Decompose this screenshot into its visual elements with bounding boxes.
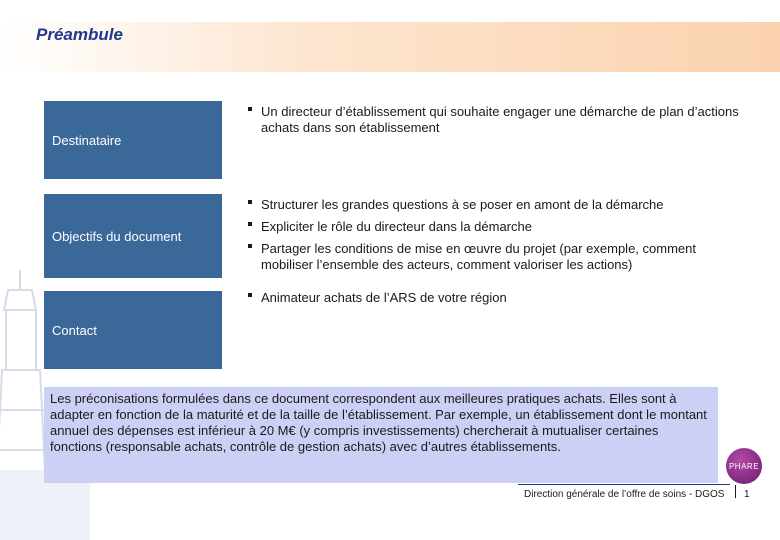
bullet-item: Expliciter le rôle du directeur dans la démarche	[248, 219, 748, 235]
row-label-text: Destinataire	[52, 132, 122, 148]
footer-divider	[518, 484, 730, 485]
page-number: 1	[744, 489, 750, 500]
row-label-objectifs	[44, 194, 222, 278]
row-label-text: Objectifs du document	[52, 228, 182, 244]
logo-text: PHARE	[728, 461, 760, 471]
bullet-item: Animateur achats de l’ARS de votre région	[248, 290, 748, 306]
page-title: Préambule	[36, 25, 123, 44]
row-label-destinataire	[44, 101, 222, 179]
footer-separator	[735, 485, 736, 498]
row-label-contact	[44, 291, 222, 369]
row-label-text: Contact	[52, 322, 97, 338]
bullet-item: Structurer les grandes questions à se poser en amont de la démarche	[248, 197, 748, 213]
bullet-item: Partager les conditions de mise en œuvre du projet (par exemple, comment mobiliser l’ensemble des acteurs, comment valoriser les actions)	[248, 241, 748, 273]
note-text: Les préconisations formulées dans ce document correspondent aux meilleures pratiques achats. Elles sont à adapter en fonction de la maturité et de la taille de l’établissement. Par exemple, un établissement dont le montant annuel des dépenses est inférieur à 20 M€ (y compris investissements) chercherait à mutualiser certaines fonctions (responsable achats, contrôle de gestion achats) avec d’autres établissements.	[50, 391, 707, 454]
row-bullets-destinataire	[248, 104, 748, 142]
row-bullets-objectifs	[248, 197, 748, 279]
footer-text: Direction générale de l’offre de soins - DGOS	[524, 489, 725, 500]
phare-logo	[726, 448, 762, 484]
bullet-item: Un directeur d’établissement qui souhaite engager une démarche de plan d’actions achats dans son établissement	[248, 104, 748, 136]
row-bullets-contact	[248, 290, 748, 312]
recommendation-note	[44, 387, 718, 483]
